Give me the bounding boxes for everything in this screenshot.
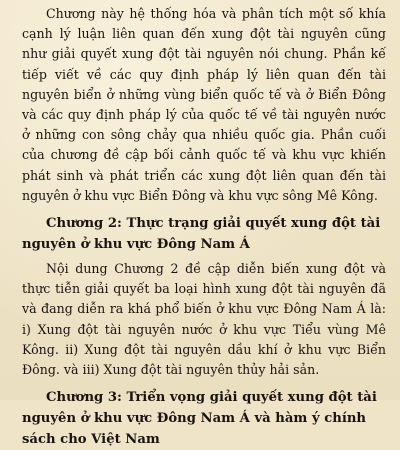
chapter-2-heading: Chương 2: Thực trạng giải quyết xung đột tài nguyên ở khu vực Đông Nam Á [22,216,381,253]
chapter-1-summary-paragraph: Chương này hệ thống hóa và phân tích một số khía cạnh lý luận liên quan đến xung đột tài nguyên cũng như giải quyết xung đột tài nguyên nói chung. Phần kế tiếp viết về các quy định pháp lý liên quan đến tài nguyên biển ở những vùng biển quốc tế và ở Biển Đông và các quy định pháp lý của quốc tế về tài nguyên nước ở những con sông chảy qua nhiều quốc gia. Phần cuối của chương đề cập bối cảnh quốc tế và khu vực khiến phát sinh và phát triển các xung đột liên quan đến tài nguyên ở khu vực Biển Đông và khu vực sông Mê Kông. [22,6,386,203]
chapter-3-heading: Chương 3: Triển vọng giải quyết xung đột tài nguyên ở khu vực Đông Nam Á và hàm ý chính sách cho Việt Nam [22,390,377,448]
chapter-2-summary-paragraph: Nội dung Chương 2 đề cập diễn biến xung đột và thực tiễn giải quyết ba loại hình xung đột tài nguyên đã và đang diễn ra khá phổ biến ở khu vực Đông Nam Á là: i) Xung đột tài nguyên nước ở khu vực Tiểu vùng Mê Kông. ii) Xung đột tài nguyên dầu khí ở khu vực Biển Đông. và iii) Xung đột tài nguyên thủy hải sản. [22,261,386,378]
